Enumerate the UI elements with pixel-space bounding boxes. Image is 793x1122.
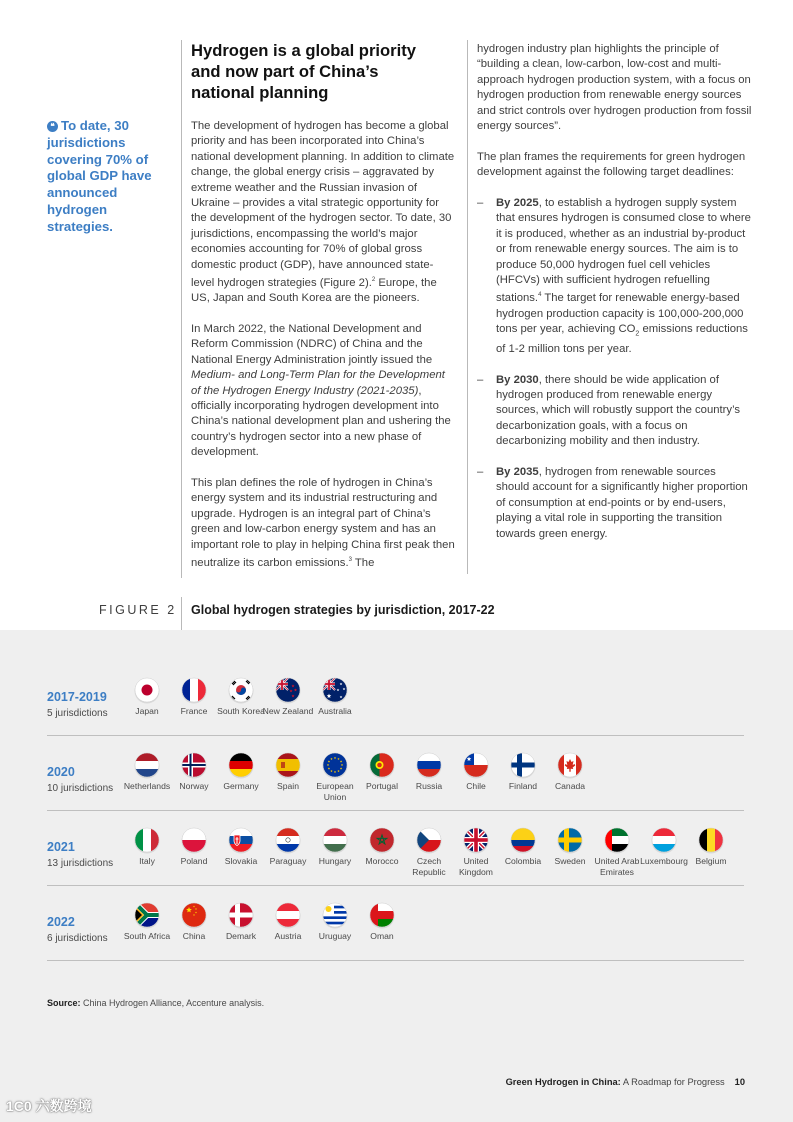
row-divider — [47, 960, 744, 961]
flag-icon — [415, 826, 443, 854]
section-heading: Hydrogen is a global priority and now part of China’s national planning — [191, 41, 416, 102]
flag-icon — [321, 751, 349, 779]
column-divider — [181, 40, 182, 578]
flag-label: Sweden — [554, 856, 586, 866]
row-year: 2020 — [47, 765, 75, 779]
flag-label: European Union — [316, 781, 354, 802]
flag-icon — [509, 751, 537, 779]
row-year: 2017-2019 — [47, 690, 107, 704]
flag-icon — [509, 826, 537, 854]
flag-label: Netherlands — [123, 781, 171, 791]
paragraph: The development of hydrogen has become a global priority and has been incorporated into China’s national development planning. In addition to climate change, the global energy crisis – aggravated by extreme weather and the Russian invasion of Ukraine – provides a vital strategic opportunity for the development of the hydrogen sector. To date, 30 jurisdictions, encompassing the world’s major economies accounting for 70% of global gross domestic product (GDP), have announced state-level hydrogen strategies (Figure 2).$^2$ Europe, the US, Japan and South Korea are the pioneers. — [191, 120, 455, 305]
flag-item — [307, 676, 363, 717]
pull-quote — [47, 118, 159, 236]
flag-icon — [274, 751, 302, 779]
paragraph: In March 2022, the National Development and Reform Commission (NDRC) of China and the National Energy Administration jointly issued the Medium- and Long-Term Plan for the Development of the Hydrogen Energy Industry (2021-2035), officially incorporating hydrogen development into China’s national development plan and ushering the country’s hydrogen sector into a new phase of development. — [191, 323, 451, 459]
flag-icon — [274, 901, 302, 929]
row-year: 2021 — [47, 840, 75, 854]
flag-label: Oman — [370, 931, 394, 941]
flag-label: Portugal — [365, 781, 398, 791]
flag-label: Colombia — [504, 856, 542, 866]
flag-label: Austria — [274, 931, 302, 941]
flag-icon — [368, 751, 396, 779]
flag-icon — [556, 751, 584, 779]
flag-icon — [180, 751, 208, 779]
flag-label: New Zealand — [262, 706, 314, 716]
flag-icon — [368, 901, 396, 929]
source-note: Source: China Hydrogen Alliance, Accenture analysis. — [47, 998, 265, 1008]
list-item: – By 2035, hydrogen from renewable sources should account for a significantly higher proportion of consumption at end-points or by end-users, playing a vital role in supporting the transition towards green energy. — [477, 465, 748, 540]
flag-label: Hungary — [318, 856, 352, 866]
figure-title: Global hydrogen strategies by jurisdiction, 2017-22 — [191, 603, 495, 617]
column-divider — [467, 40, 468, 574]
flag-label: Czech Republic — [412, 856, 446, 877]
body-column-right — [477, 42, 752, 557]
row-count: 6 jurisdictions — [47, 933, 108, 944]
flag-icon — [133, 901, 161, 929]
flag-label: Finland — [508, 781, 538, 791]
flag-icon — [133, 826, 161, 854]
flag-label: Italy — [139, 856, 155, 866]
paragraph: hydrogen industry plan highlights the principle of “building a clean, low-carbon, low-cost and multi-approach hydrogen production system, with a focus on hydrogen production from renewable energy sources and strict controls over hydrogen production from fossil energy sources”. — [477, 43, 752, 133]
row-count: 10 jurisdictions — [47, 783, 114, 794]
row-year: 2022 — [47, 915, 75, 929]
flag-label: Demark — [225, 931, 257, 941]
flag-label: Australia — [318, 706, 352, 716]
flag-icon — [368, 826, 396, 854]
flag-label: South Korea — [217, 706, 265, 716]
row-divider — [47, 885, 744, 886]
flag-label: Slovakia — [224, 856, 258, 866]
flag-icon — [227, 676, 255, 704]
flag-icon — [321, 826, 349, 854]
flag-icon — [180, 826, 208, 854]
row-divider — [47, 735, 744, 736]
flag-icon — [603, 826, 631, 854]
flag-label: Paraguay — [269, 856, 307, 866]
flag-label: United Arab Emirates — [594, 856, 640, 877]
flag-label: Japan — [135, 706, 159, 716]
paragraph: The plan frames the requirements for green hydrogen development against the following target deadlines: — [477, 150, 746, 179]
flag-label: Norway — [179, 781, 209, 791]
flag-icon — [650, 826, 678, 854]
flag-icon — [697, 826, 725, 854]
flag-icon — [274, 676, 302, 704]
row-count: 5 jurisdictions — [47, 708, 108, 719]
flag-label: Uruguay — [318, 931, 352, 941]
flag-icon — [556, 826, 584, 854]
row-divider — [47, 810, 744, 811]
page-number: 10 — [734, 1077, 745, 1087]
flag-label: Spain — [277, 781, 299, 791]
list-item: – By 2030, there should be wide application of hydrogen produced from renewable energy sources, which will robustly support the country’s decarbonization goals, with a focus on decarbonizing mobility and then industry. — [477, 373, 741, 448]
figure-label: FIGURE 2 — [99, 603, 177, 617]
row-count: 13 jurisdictions — [47, 858, 114, 869]
flag-icon — [227, 901, 255, 929]
flag-label: Luxembourg — [640, 856, 688, 866]
flag-icon — [321, 676, 349, 704]
body-column-left — [191, 119, 456, 587]
list-item: – By 2025, to establish a hydrogen supply system that ensures hydrogen is consumed close to where it is produced, whether as an industrial by-product or from renewable energy sources. The aim is to produce 50,000 hydrogen fuel cell vehicles (HFCVs) with sufficient hydrogen refuelling stations.$^4$ The target for renewable energy-based hydrogen production capacity is 100,000-200,000 tons per year, achieving $CO_2$ emissions reductions of 1-2 million tons per year. — [477, 197, 751, 355]
flag-label: Poland — [180, 856, 208, 866]
flag-icon — [180, 901, 208, 929]
flag-label: China — [182, 931, 206, 941]
watermark: 1C0 六数跨境 — [6, 1098, 92, 1114]
quote-icon: ❝ — [47, 121, 58, 132]
flag-label: South Africa — [123, 931, 171, 941]
flag-label: Russia — [415, 781, 443, 791]
flag-icon — [180, 676, 208, 704]
page-footer: Green Hydrogen in China: A Roadmap for Progress 10 — [505, 1077, 745, 1087]
flag-icon — [227, 826, 255, 854]
flag-icon — [415, 751, 443, 779]
flag-icon — [462, 826, 490, 854]
flag-icon — [462, 751, 490, 779]
flag-icon — [133, 751, 161, 779]
paragraph: This plan defines the role of hydrogen in China’s energy system and its industrial restructuring and upgrade. Hydrogen is an integral part of China’s green and low-carbon energy system and has an important role to play in helping China first peak then neutralize its carbon emissions.$^3$ The — [191, 477, 455, 569]
flag-label: Germany — [223, 781, 259, 791]
flag-icon — [133, 676, 161, 704]
flag-label: France — [180, 706, 208, 716]
flag-icon — [274, 826, 302, 854]
flag-label: United Kingdom — [459, 856, 493, 877]
flag-icon — [227, 751, 255, 779]
figure-divider — [181, 597, 182, 630]
flag-item — [354, 901, 410, 942]
pull-quote-text: To date, 30 jurisdictions covering 70% of global GDP have announced hydrogen strategies. — [47, 118, 152, 234]
flag-icon — [321, 901, 349, 929]
target-list — [477, 196, 752, 542]
flag-item — [683, 826, 739, 867]
flag-label: Morocco — [365, 856, 399, 866]
flag-label: Belgium — [695, 856, 727, 866]
flag-label: Chile — [466, 781, 486, 791]
flag-item — [542, 751, 598, 792]
flag-label: Canada — [554, 781, 586, 791]
